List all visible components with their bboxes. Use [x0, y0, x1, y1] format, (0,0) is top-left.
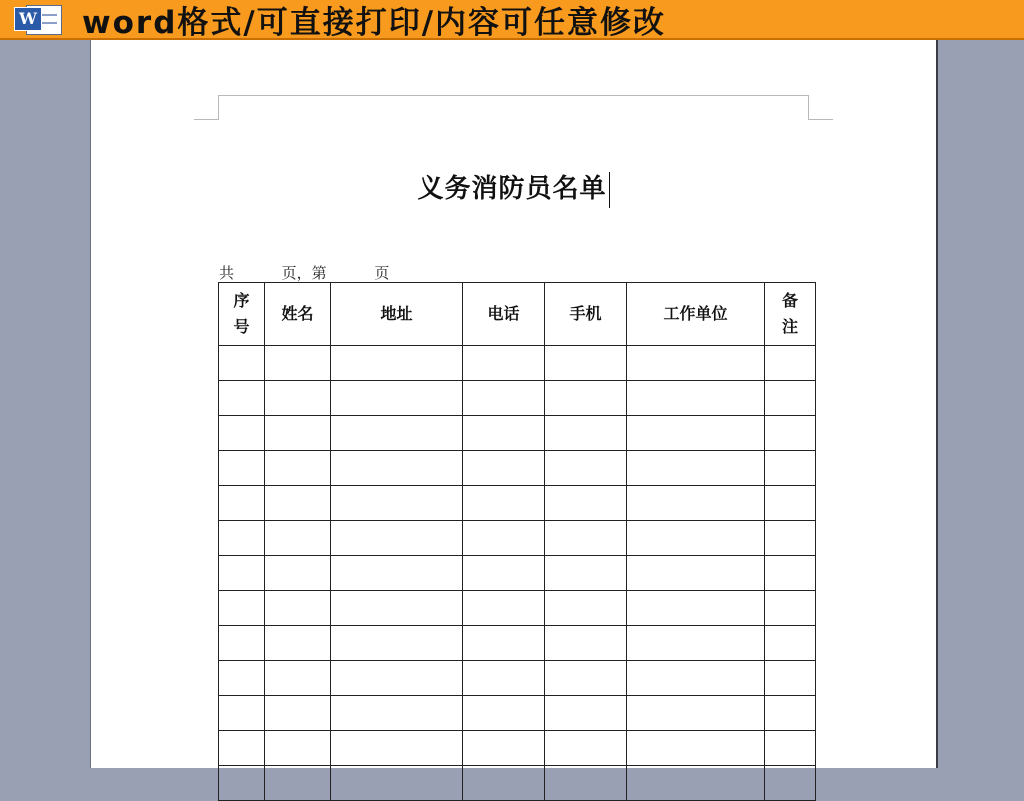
table-cell[interactable]: [545, 416, 627, 451]
table-row: [219, 346, 816, 381]
table-cell[interactable]: [627, 381, 765, 416]
column-header: 电话: [463, 283, 545, 346]
table-cell[interactable]: [463, 591, 545, 626]
table-cell[interactable]: [545, 626, 627, 661]
document-page[interactable]: [90, 40, 938, 768]
document-title-line[interactable]: [91, 168, 936, 208]
table-cell[interactable]: [545, 661, 627, 696]
table-cell[interactable]: [219, 696, 265, 731]
table-cell[interactable]: [265, 346, 331, 381]
table-cell[interactable]: [219, 521, 265, 556]
table-cell[interactable]: [265, 696, 331, 731]
table-cell[interactable]: [265, 626, 331, 661]
table-header-row: [219, 283, 816, 346]
header-rule: [219, 95, 809, 96]
table-row: [219, 416, 816, 451]
table-cell[interactable]: [219, 626, 265, 661]
table-cell[interactable]: [219, 731, 265, 766]
table-cell[interactable]: [265, 591, 331, 626]
table-cell[interactable]: [265, 451, 331, 486]
table-cell[interactable]: [627, 521, 765, 556]
table-cell[interactable]: [219, 766, 265, 801]
table-cell[interactable]: [627, 486, 765, 521]
table-cell[interactable]: [219, 556, 265, 591]
table-cell[interactable]: [765, 661, 816, 696]
table-cell[interactable]: [627, 556, 765, 591]
table-cell[interactable]: [463, 696, 545, 731]
column-header: 手机: [545, 283, 627, 346]
table-row: [219, 591, 816, 626]
table-cell[interactable]: [463, 766, 545, 801]
table-cell[interactable]: [463, 451, 545, 486]
margin-corner-left: [194, 95, 219, 120]
table-row: [219, 731, 816, 766]
table-cell[interactable]: [545, 451, 627, 486]
table-cell[interactable]: [463, 486, 545, 521]
table-cell[interactable]: [219, 661, 265, 696]
table-cell[interactable]: [765, 591, 816, 626]
table-cell[interactable]: [331, 556, 463, 591]
top-banner: [0, 0, 1024, 40]
table-row: [219, 626, 816, 661]
column-header: 工作单位: [627, 283, 765, 346]
table-cell[interactable]: [331, 451, 463, 486]
table-cell[interactable]: [627, 696, 765, 731]
table-cell[interactable]: [545, 346, 627, 381]
table-cell[interactable]: [463, 661, 545, 696]
table-cell[interactable]: [765, 486, 816, 521]
banner-text: word格式/可直接打印/内容可任意修改: [82, 4, 667, 41]
word-icon-letter: W: [14, 7, 42, 31]
table-cell[interactable]: [265, 661, 331, 696]
table-cell[interactable]: [765, 416, 816, 451]
table-cell[interactable]: [219, 486, 265, 521]
table-cell[interactable]: [627, 451, 765, 486]
table-cell[interactable]: [331, 766, 463, 801]
table-cell[interactable]: [545, 381, 627, 416]
table-cell[interactable]: [765, 766, 816, 801]
table-cell[interactable]: [219, 451, 265, 486]
table-cell[interactable]: [627, 661, 765, 696]
table-cell[interactable]: [463, 731, 545, 766]
table-cell[interactable]: [765, 381, 816, 416]
table-cell[interactable]: [627, 416, 765, 451]
table-cell[interactable]: [331, 381, 463, 416]
table-cell[interactable]: [331, 416, 463, 451]
margin-corner-right: [808, 95, 833, 120]
table-cell[interactable]: [265, 486, 331, 521]
table-cell[interactable]: [265, 381, 331, 416]
table-cell[interactable]: [219, 381, 265, 416]
table-cell[interactable]: [219, 416, 265, 451]
table-cell[interactable]: [765, 626, 816, 661]
word-document-icon: [14, 3, 68, 35]
table-cell[interactable]: [265, 766, 331, 801]
table-cell[interactable]: [765, 346, 816, 381]
table-cell[interactable]: [331, 696, 463, 731]
table-cell[interactable]: [765, 731, 816, 766]
table-cell[interactable]: [463, 521, 545, 556]
table-cell[interactable]: [331, 346, 463, 381]
page-count-line: 共 页，第 页: [219, 264, 390, 282]
table-cell[interactable]: [627, 731, 765, 766]
table-cell[interactable]: [331, 731, 463, 766]
table-cell[interactable]: [219, 346, 265, 381]
table-cell[interactable]: [463, 346, 545, 381]
table-cell[interactable]: [545, 766, 627, 801]
table-cell[interactable]: [545, 696, 627, 731]
table-cell[interactable]: [331, 521, 463, 556]
table-row: [219, 556, 816, 591]
table-row: [219, 486, 816, 521]
table-cell[interactable]: [545, 731, 627, 766]
table-cell[interactable]: [545, 556, 627, 591]
table-row: [219, 451, 816, 486]
column-header: 姓名: [265, 283, 331, 346]
table-cell[interactable]: [331, 661, 463, 696]
table-row: [219, 766, 816, 801]
document-title: 义务消防员名单: [417, 174, 607, 204]
table-cell[interactable]: [765, 556, 816, 591]
text-cursor: [609, 172, 610, 208]
roster-table: [218, 282, 816, 801]
table-cell[interactable]: [219, 591, 265, 626]
table-cell[interactable]: [265, 731, 331, 766]
table-cell[interactable]: [265, 521, 331, 556]
table-cell[interactable]: [545, 521, 627, 556]
table-cell[interactable]: [765, 521, 816, 556]
table-cell[interactable]: [545, 591, 627, 626]
table-cell[interactable]: [331, 486, 463, 521]
table-body: [219, 346, 816, 801]
table-row: [219, 661, 816, 696]
table-cell[interactable]: [463, 416, 545, 451]
table-row: [219, 696, 816, 731]
table-row: [219, 521, 816, 556]
table-cell[interactable]: [331, 591, 463, 626]
table-cell[interactable]: [545, 486, 627, 521]
table-cell[interactable]: [627, 766, 765, 801]
table-cell[interactable]: [265, 556, 331, 591]
table-cell[interactable]: [627, 591, 765, 626]
table-cell[interactable]: [265, 416, 331, 451]
table-cell[interactable]: [463, 556, 545, 591]
table-cell[interactable]: [765, 451, 816, 486]
table-cell[interactable]: [463, 626, 545, 661]
table-cell[interactable]: [331, 626, 463, 661]
column-header: 备 注: [765, 283, 816, 346]
column-header: 地址: [331, 283, 463, 346]
table-cell[interactable]: [627, 626, 765, 661]
table-cell[interactable]: [765, 696, 816, 731]
column-header: 序 号: [219, 283, 265, 346]
table-row: [219, 381, 816, 416]
table-cell[interactable]: [463, 381, 545, 416]
table-cell[interactable]: [627, 346, 765, 381]
